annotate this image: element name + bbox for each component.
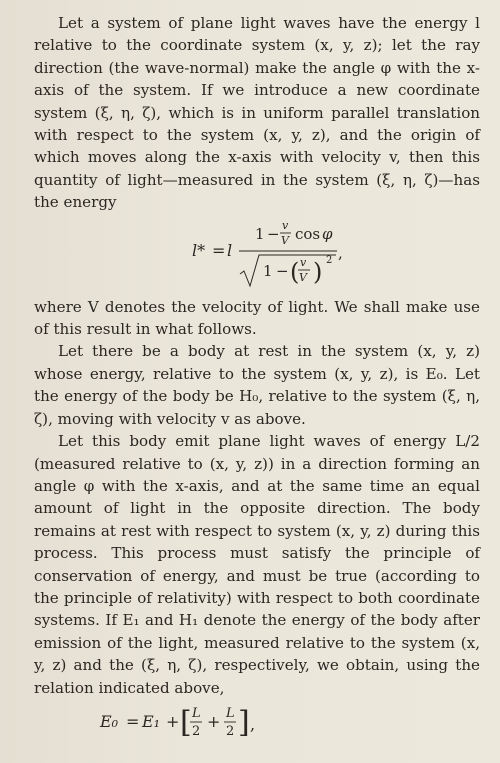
eq1-sqrt-minus: − (276, 261, 289, 280)
eq1-paren-open: ( (290, 257, 300, 286)
eq1-sqrt-one: 1 (263, 261, 273, 280)
eq1-den-v: v (300, 255, 307, 269)
eq2-equals: = (126, 711, 140, 731)
paragraph-velocity-of-light: where V denotes the velocity of light. We shall make use of this result in what follows. (34, 297, 480, 339)
eq1-exponent: 2 (326, 254, 333, 266)
equation-transformed-energy-svg (34, 218, 480, 292)
eq1-equals: = (212, 240, 226, 260)
eq1-num-minus: − (267, 224, 280, 243)
equation-energy-balance-svg (34, 703, 480, 743)
eq2-E1: E₁ (142, 711, 161, 731)
eq1-paren-close: ) (313, 257, 323, 286)
eq1-cos: cos (295, 224, 321, 243)
eq2-plus-inner: + (207, 711, 221, 731)
eq1-den-V: V (299, 270, 307, 284)
eq2-L-first: L (192, 705, 201, 721)
eq2-lhs: E₀ (100, 711, 119, 731)
eq1-num-one: 1 (255, 224, 265, 243)
eq2-L-second: L (226, 705, 235, 721)
eq1-trailing-comma: , (338, 243, 343, 262)
eq1-factor: l (227, 240, 233, 260)
eq2-trailing-comma: , (250, 714, 256, 734)
eq1-num-v: v (282, 218, 289, 232)
equation-transformed-energy (34, 218, 480, 292)
paragraph-light-emission: Let this body emit plane light waves of energy L/2 (measured relative to (x, y, z)) in a direction forming an angle φ with the x-axis, and at the same time an equal amount of light in the opposite direction. The body remains at rest with respect to system (x, y, z) during this process. This process must satisfy the principle of conservation of energy, and must be true (according to the principle of relativity) with respect to both coordinate systems. If E₁ and H₁ denote the energy of the body after emission of the light, measured relative to the system (x, y, z) and the (ξ, η, ζ), respectively, we obtain, using the relation indicated above, (34, 432, 480, 697)
eq2-plus: + (166, 711, 180, 731)
equation-energy-balance (34, 703, 480, 743)
eq1-num-V: V (281, 233, 289, 247)
eq2-two-first: 2 (192, 723, 201, 739)
eq1-lhs: l* (192, 240, 206, 260)
eq1-phi: φ (322, 224, 333, 243)
paragraph-light-energy: Let a system of plane light waves have the energy l relative to the coordinate system (x, y, z); let the ray direction (the wave-normal) make the angle φ with the x-axis of the system. If we introduce a new coordinate system (ξ, η, ζ), which is in uniform parallel translation with respect to the system (x, y, z), and the origin of which moves along the x-axis with velocity v, then this quantity of light—measured in the system (ξ, η, ζ)—has the energy (34, 14, 480, 212)
eq2-two-second: 2 (226, 723, 235, 739)
eq2-bracket-open: [ (180, 704, 192, 740)
eq2-bracket-close: ] (238, 704, 250, 740)
paragraph-body-at-rest: Let there be a body at rest in the system (x, y, z) whose energy, relative to the system (x, y, z), is E₀. Let the energy of the body be H₀, relative to the system (ξ, η, ζ), moving with velocity v as above. (34, 342, 480, 428)
